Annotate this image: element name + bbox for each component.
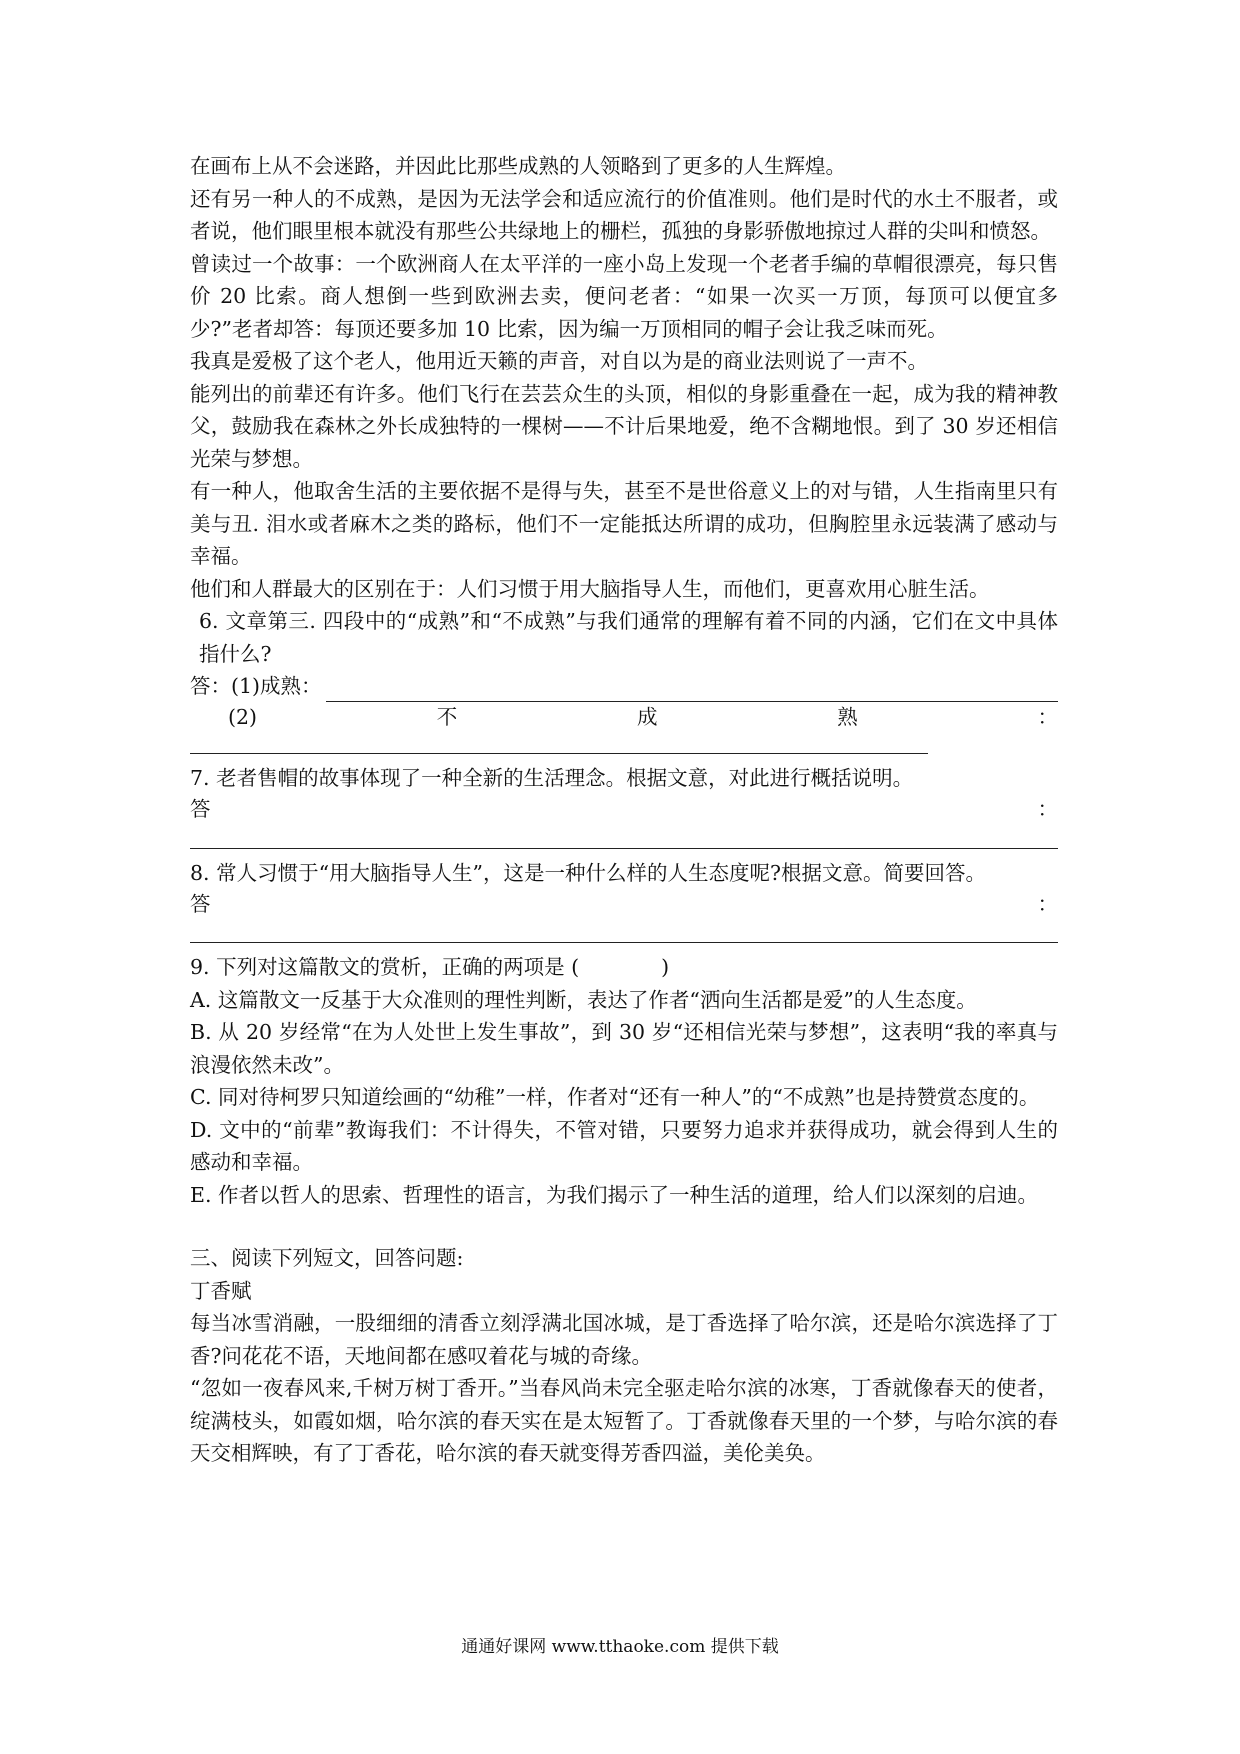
paragraph: 在画布上从不会迷路，并因此比那些成熟的人领略到了更多的人生辉煌。 [190, 154, 846, 178]
question-9 [190, 951, 1058, 984]
section-heading: 三、阅读下列短文，回答问题: [190, 1246, 464, 1270]
q9-option-c: C. 同对待柯罗只知道绘画的“幼稚”一样，作者对“还有一种人”的“不成熟”也是持赞赏态度的。 [190, 1085, 1040, 1109]
q9-option-d: D. 文中的“前辈”教诲我们：不计得失，不管对错，只要努力追求并获得成功，就会得到人生的感动和幸福。 [190, 1117, 1058, 1174]
spacer [190, 1211, 1058, 1242]
q6-answer-1-line[interactable] [326, 687, 1058, 702]
q6-part2-char: 熟 [837, 704, 858, 729]
paragraph: 我真是爱极了这个老人，他用近天籁的声音，对自以为是的商业法则说了一声不。 [190, 349, 928, 373]
question-7: 7. 老者售帽的故事体现了一种全新的生活理念。根据文意，对此进行概括说明。 [190, 766, 914, 790]
q6-part2-label: (2) [228, 704, 258, 729]
q8-answer-line[interactable] [190, 920, 1058, 943]
question-6: 6. 文章第三. 四段中的“成熟”和“不成熟”与我们通常的理解有着不同的内涵，它们在文中具体指什么? [199, 609, 1058, 666]
article-title: 丁香赋 [190, 1278, 252, 1303]
q9-bracket-close: ) [661, 955, 670, 979]
q7-answer-label: 答 [190, 797, 211, 821]
paragraph: “忽如一夜春风来,千树万树丁香开。”当春风尚未完全驱走哈尔滨的冰寒，丁香就像春天的使者，绽满枝头，如霞如烟，哈尔滨的春天实在是太短暂了。丁香就像春天里的一个梦，与哈尔滨的春天交相辉映，有了丁香花，哈尔滨的春天就变得芳香四溢，美伦美奂。 [190, 1376, 1058, 1465]
q8-answer [190, 889, 1058, 920]
page-footer: 通通好课网 www.tthaoke.com 提供下载 [461, 1637, 779, 1657]
q8-answer-label: 答 [190, 891, 211, 916]
q7-answer [190, 795, 1058, 826]
paragraph: 还有另一种人的不成熟，是因为无法学会和适应流行的价值准则。他们是时代的水土不服者，或者说，他们眼里根本就没有那些公共绿地上的栅栏，孤独的身影骄傲地掠过人群的尖叫和愤怒。 [190, 186, 1058, 243]
q9-bracket-open: ( [571, 955, 580, 979]
q6-part2-char: ： [1037, 704, 1058, 729]
paragraph: 每当冰雪消融，一股细细的清香立刻浮满北国冰城，是丁香选择了哈尔滨，还是哈尔滨选择了丁香?问花花不语，天地间都在感叹着花与城的奇缘。 [190, 1311, 1058, 1368]
q9-option-a: A. 这篇散文一反基于大众准则的理性判断，表达了作者“洒向生活都是爱”的人生态度。 [190, 987, 977, 1012]
q6-answer-2-line[interactable] [190, 733, 928, 754]
q6-answer-label: 答：(1)成熟： [190, 673, 322, 698]
paragraph: 曾读过一个故事：一个欧洲商人在太平洋的一座小岛上发现一个老者手编的草帽很漂亮，每只售价 20 比索。商人想倒一些到欧洲去卖，便问老者：“如果一次买一万顶，每顶可以便宜多少?”老者却答：每顶还要多加 10 比索，因为编一万顶相同的帽子会让我乏味而死。 [190, 251, 1058, 341]
question-8: 8. 常人习惯于“用大脑指导人生”，这是一种什么样的人生态度呢?根据文意。简要回答。 [190, 860, 987, 885]
q9-option-e: E. 作者以哲人的思索、哲理性的语言，为我们揭示了一种生活的道理，给人们以深刻的启迪。 [190, 1182, 1038, 1207]
q6-part2-char: 不 [436, 704, 458, 729]
paragraph: 有一种人，他取舍生活的主要依据不是得与失，甚至不是世俗意义上的对与错，人生指南里只有美与丑. 泪水或者麻木之类的路标，他们不一定能抵达所谓的成功，但胸腔里永远装满了感动与幸福。 [190, 479, 1058, 568]
question-9-text: 9. 下列对这篇散文的赏析，正确的两项是 [190, 955, 565, 979]
q6-part2-char: 成 [637, 704, 658, 729]
q7-answer-colon: ： [1037, 797, 1058, 821]
document-page [190, 150, 1058, 1470]
q7-answer-line[interactable] [190, 826, 1058, 849]
q6-answer-1 [190, 670, 1058, 702]
q6-answer-2 [190, 702, 1058, 733]
paragraph: 他们和人群最大的区别在于：人们习惯于用大脑指导人生，而他们，更喜欢用心脏生活。 [190, 576, 990, 601]
q9-option-b: B. 从 20 岁经常“在为人处世上发生事故”，到 30 岁“还相信光荣与梦想”，这表明“我的率真与浪漫依然未改”。 [190, 1020, 1058, 1077]
q8-answer-colon: ： [1037, 891, 1058, 916]
paragraph: 能列出的前辈还有许多。他们飞行在芸芸众生的头顶，相似的身影重叠在一起，成为我的精神教父，鼓励我在森林之外长成独特的一棵树——不计后果地爱，绝不含糊地恨。到了 30 岁还相信光荣与梦想。 [190, 381, 1058, 471]
